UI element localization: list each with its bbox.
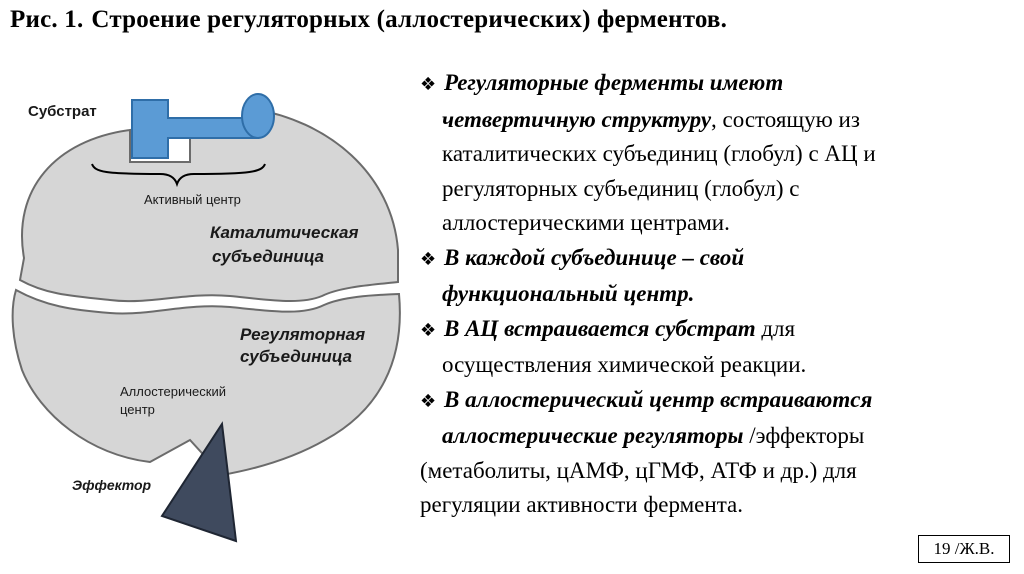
catalytic-subunit-label-2: субъединица: [212, 247, 324, 266]
bullet-4-line-2: аллостерические регуляторы /эффекторы: [442, 423, 865, 448]
bullet-icon: ❖: [420, 319, 437, 341]
bullet-1-line-2: четвертичную структуру, состоящую из: [442, 106, 860, 132]
bullet-2-line-2: функциональный центр.: [442, 281, 695, 306]
regulatory-subunit-label-1: Регуляторная: [240, 325, 366, 344]
bullet-icon: ❖: [420, 74, 437, 95]
bullet-4-line-4: регуляции активности фермента.: [420, 492, 743, 517]
allosteric-center-label-2: центр: [120, 402, 155, 417]
page-number-badge: 19 /Ж.В.: [918, 535, 1010, 563]
effector-label: Эффектор: [72, 477, 152, 493]
bullet-2: ❖ В каждой субъединице – свой: [418, 241, 1014, 278]
title-text: Строение регуляторных (аллостерических) ферментов.: [91, 6, 728, 33]
explanation-text: [418, 66, 1014, 523]
substrate-label: Субстрат: [28, 103, 97, 120]
bullet-4: ❖ В аллостерический центр встраиваются: [418, 383, 1014, 420]
regulatory-subunit-label-2: субъединица: [240, 347, 352, 366]
active-center-label: Активный центр: [144, 192, 241, 207]
bullet-1: ❖ Регуляторные ферменты имеют: [418, 66, 1014, 103]
catalytic-subunit-label-1: Каталитическая: [210, 223, 359, 242]
bullet-3: ❖ В АЦ встраивается субстрат для: [418, 312, 1014, 349]
bullet-3-line-2: осуществления химической реакции.: [442, 352, 807, 377]
bullet-icon: ❖: [420, 248, 437, 270]
bullet-1-line-4: регуляторных субъединиц (глобул) с: [442, 175, 800, 201]
bullet-icon: ❖: [420, 390, 437, 412]
substrate-head-shape: [242, 94, 274, 138]
bullet-1-line-5: аллостерическими центрами.: [442, 210, 730, 235]
allosteric-center-label-1: Аллостерический: [120, 384, 226, 399]
figure-number: Рис. 1.: [10, 6, 84, 33]
bullet-4-line-3: (метаболиты, цАМФ, цГМФ, АТФ и др.) для: [420, 457, 857, 483]
bullet-1-line-3: каталитических субъединиц (глобул) с АЦ и: [442, 141, 876, 166]
enzyme-structure-diagram: [0, 0, 420, 574]
